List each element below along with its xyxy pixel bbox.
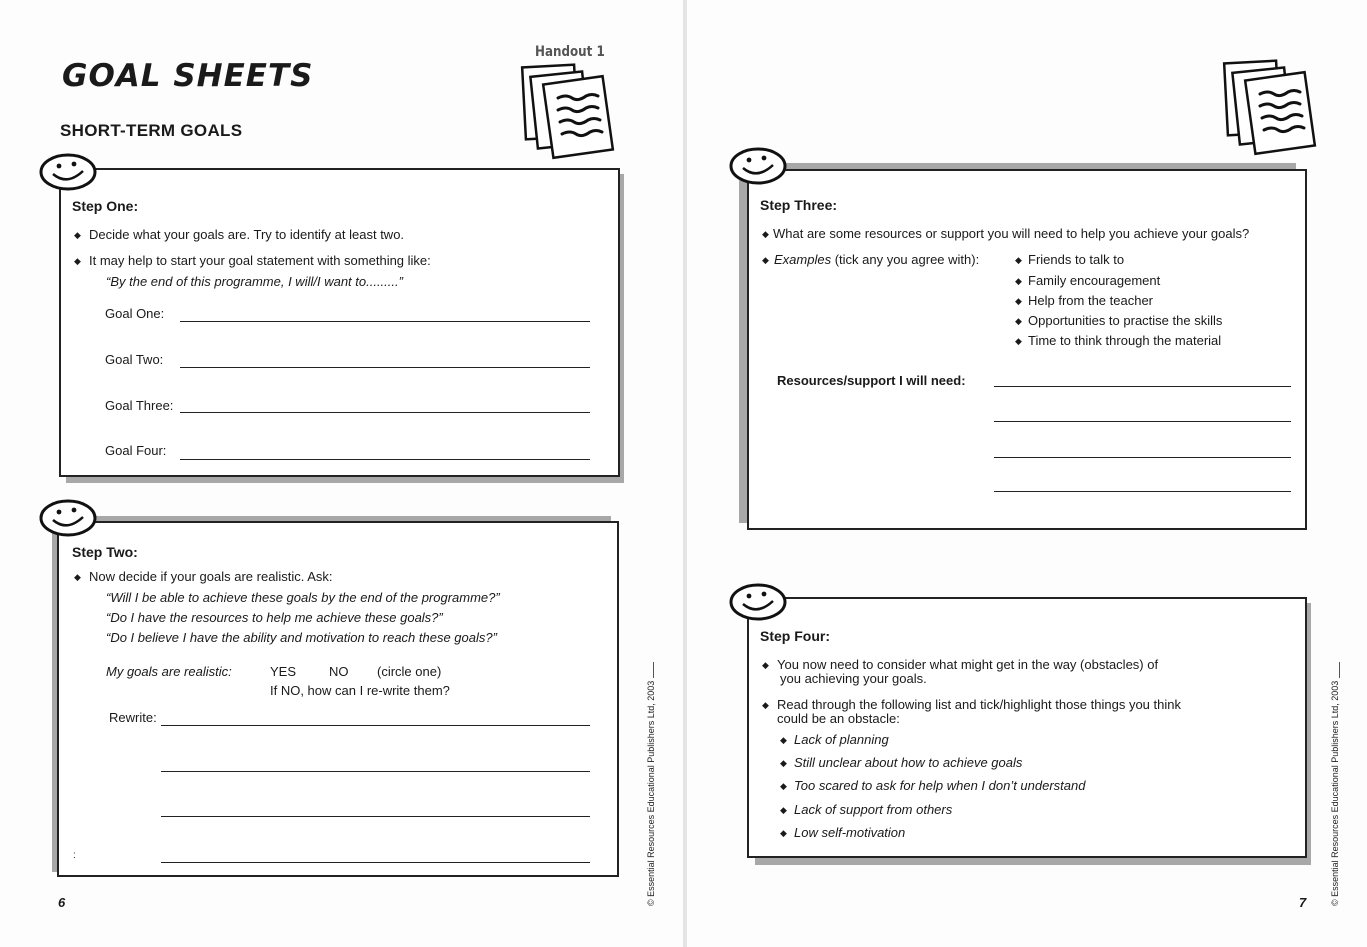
step-four-bullet-1a: You now need to consider what might get in the way (obstacles) of <box>777 657 1159 672</box>
smiley-icon <box>38 496 102 540</box>
step-two-bullet-1: Now decide if your goals are realistic. Ask: <box>89 569 333 584</box>
page-title: GOAL SHEETS <box>62 58 314 94</box>
question-2: “Do I have the resources to help me achieve these goals?” <box>106 610 443 625</box>
diamond-icon: ◆ <box>780 781 787 791</box>
if-no-prompt: If NO, how can I re-write them? <box>270 683 450 698</box>
resources-input-2[interactable] <box>994 421 1291 422</box>
option-teacher[interactable]: Help from the teacher <box>1028 293 1154 308</box>
goal-three-label: Goal Three: <box>105 398 174 413</box>
step-four-bullet-1b: you achieving your goals. <box>780 671 927 686</box>
diamond-icon: ◆ <box>74 230 81 240</box>
colon-mark: : <box>73 850 76 861</box>
diamond-icon: ◆ <box>1015 276 1022 286</box>
examples-label: Examples <box>774 252 832 267</box>
handout-label: Handout 1 <box>535 44 605 60</box>
copyright-rule <box>1339 662 1340 678</box>
right-page <box>687 0 1367 947</box>
goal-four-label: Goal Four: <box>105 443 167 458</box>
step-four-heading: Step Four: <box>760 628 830 644</box>
step-one-bullet-2: It may help to start your goal statement with something like: <box>89 253 431 268</box>
page-number: 7 <box>1299 895 1307 910</box>
realistic-label: My goals are realistic: <box>106 664 232 679</box>
obstacle-motivation[interactable]: Low self-motivation <box>794 825 906 840</box>
diamond-icon: ◆ <box>780 805 787 815</box>
circle-one-hint: (circle one) <box>377 664 442 679</box>
resources-input-4[interactable] <box>994 491 1291 492</box>
copyright-rule <box>653 662 654 678</box>
resources-input-3[interactable] <box>994 457 1291 458</box>
option-family[interactable]: Family encouragement <box>1028 273 1161 288</box>
diamond-icon: ◆ <box>74 572 81 582</box>
step-four-bullet-2a: Read through the following list and tick/highlight those things you think <box>777 697 1181 712</box>
option-time[interactable]: Time to think through the material <box>1028 333 1222 348</box>
diamond-icon: ◆ <box>780 758 787 768</box>
diamond-icon: ◆ <box>780 828 787 838</box>
papers-icon <box>1220 56 1325 156</box>
diamond-icon: ◆ <box>1015 255 1022 265</box>
diamond-icon: ◆ <box>762 255 769 265</box>
goal-statement-quote: “By the end of this programme, I will/I want to.........” <box>106 274 403 289</box>
left-page <box>0 0 683 947</box>
obstacle-unclear[interactable]: Still unclear about how to achieve goals <box>794 755 1023 770</box>
question-1: “Will I be able to achieve these goals by the end of the programme?” <box>106 590 500 605</box>
rewrite-input-1[interactable] <box>161 725 590 726</box>
resources-input-1[interactable] <box>994 386 1291 387</box>
copyright-notice: © Essential Resources Educational Publishers Ltd, 2003 <box>646 680 656 906</box>
no-option[interactable]: NO <box>329 664 349 679</box>
goal-one-label: Goal One: <box>105 306 165 321</box>
smiley-icon <box>728 144 792 188</box>
diamond-icon: ◆ <box>762 700 769 710</box>
yes-option[interactable]: YES <box>270 664 297 679</box>
smiley-icon <box>728 580 792 624</box>
step-two-heading: Step Two: <box>72 544 138 560</box>
step-one-bullet-1: Decide what your goals are. Try to identify at least two. <box>89 227 405 242</box>
step-three-box <box>747 169 1307 530</box>
rewrite-label: Rewrite: <box>109 710 157 725</box>
step-three-heading: Step Three: <box>760 197 838 213</box>
page-number: 6 <box>58 895 66 910</box>
examples-hint: (tick any you agree with): <box>831 252 980 267</box>
rewrite-input-2[interactable] <box>161 771 590 772</box>
goal-two-input[interactable] <box>180 367 590 368</box>
diamond-icon: ◆ <box>780 735 787 745</box>
goal-three-input[interactable] <box>180 412 590 413</box>
obstacle-support[interactable]: Lack of support from others <box>794 802 953 817</box>
option-friends[interactable]: Friends to talk to <box>1028 252 1125 267</box>
obstacle-planning[interactable]: Lack of planning <box>794 732 889 747</box>
papers-icon <box>518 60 623 160</box>
smiley-icon <box>38 150 102 194</box>
goal-four-input[interactable] <box>180 459 590 460</box>
page-subtitle: SHORT-TERM GOALS <box>60 121 243 140</box>
diamond-icon: ◆ <box>1015 336 1022 346</box>
examples-line <box>774 252 979 268</box>
obstacle-scared[interactable]: Too scared to ask for help when I don’t understand <box>794 778 1086 793</box>
resources-label: Resources/support I will need: <box>777 373 966 388</box>
step-three-bullet-1: What are some resources or support you will need to help you achieve your goals? <box>773 226 1250 241</box>
diamond-icon: ◆ <box>762 660 769 670</box>
rewrite-input-3[interactable] <box>161 816 590 817</box>
step-four-bullet-2b: could be an obstacle: <box>777 711 900 726</box>
goal-two-label: Goal Two: <box>105 352 164 367</box>
diamond-icon: ◆ <box>762 229 769 239</box>
rewrite-input-4[interactable] <box>161 862 590 863</box>
diamond-icon: ◆ <box>1015 296 1022 306</box>
diamond-icon: ◆ <box>74 256 81 266</box>
option-practise[interactable]: Opportunities to practise the skills <box>1028 313 1223 328</box>
diamond-icon: ◆ <box>1015 316 1022 326</box>
question-3: “Do I believe I have the ability and motivation to reach these goals?” <box>106 630 497 645</box>
goal-one-input[interactable] <box>180 321 590 322</box>
step-one-heading: Step One: <box>72 198 139 214</box>
step-four-box <box>747 597 1307 858</box>
step-one-box <box>59 168 620 477</box>
copyright-notice: © Essential Resources Educational Publishers Ltd, 2003 <box>1330 680 1340 906</box>
